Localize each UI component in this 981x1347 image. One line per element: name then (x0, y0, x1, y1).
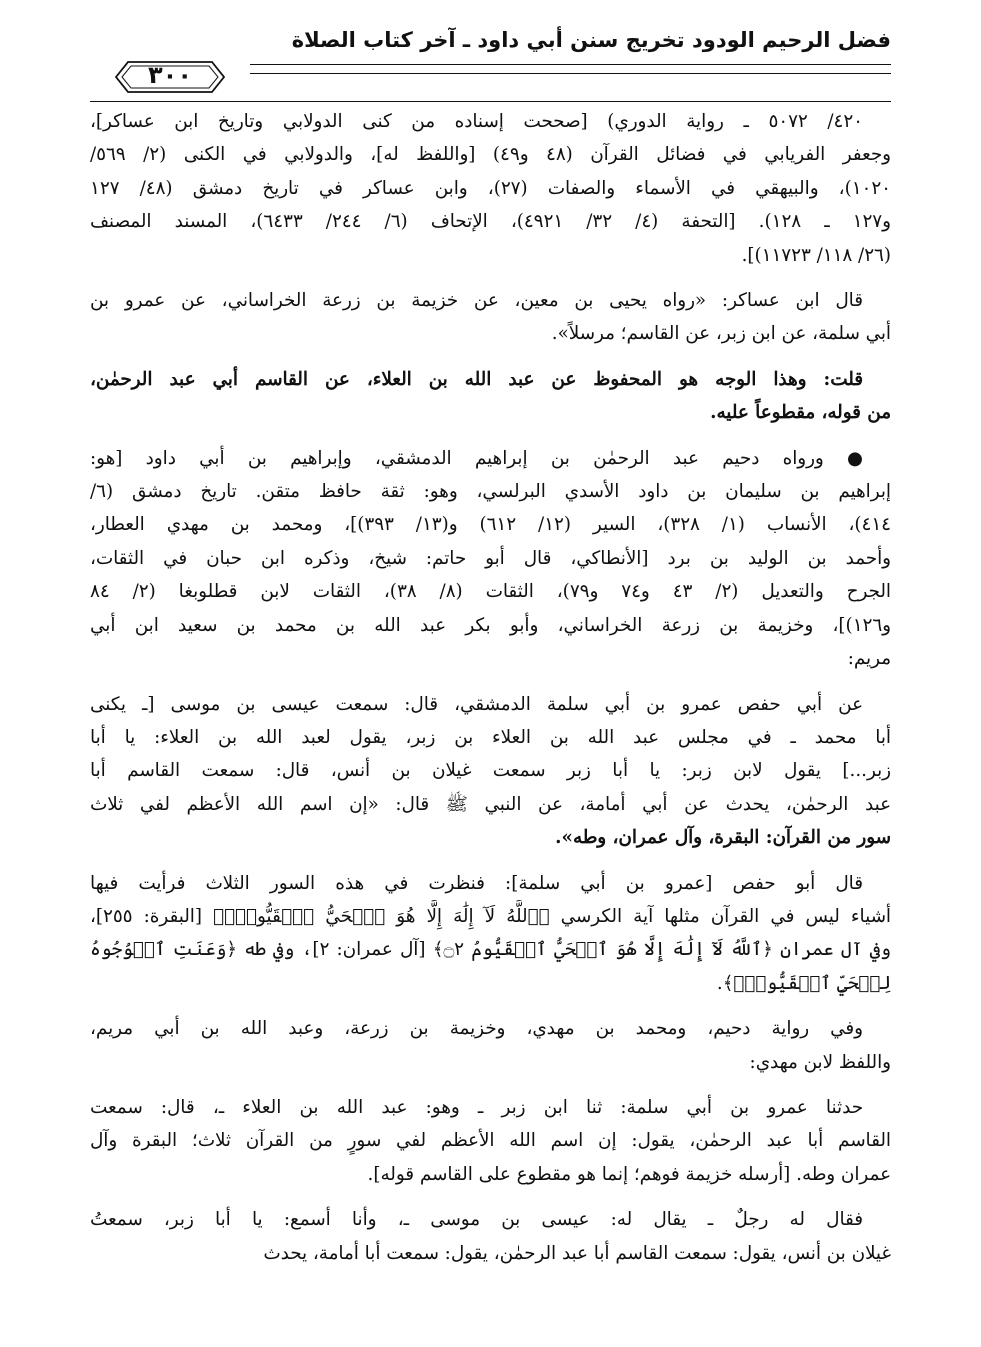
page-number: ٣٠٠ (148, 61, 192, 89)
text-line: حدثنا عمرو بن أبي سلمة: ثنا ابن زبر ـ وهو: عبد الله بن العلاء ـ، قال: سمعت (90, 1096, 863, 1118)
text-line: عبد الرحمٰن، يحدث عن أبي أمامة، عن النبي ﷺ قال: «إن اسم الله الأعظم لفي ثلاث (90, 793, 891, 815)
text-line: الجرح والتعديل (٢/ ٤٣ و٧٤ و٧٩)، الثقات (٨/ ٣٨)، الثقات لابن قطلوبغا (٢/ ٨٤ (90, 581, 891, 603)
text-line: (٢٦/ ١١٨/ ١١٧٢٣)]. (741, 244, 891, 266)
text-line: قلت: وهذا الوجه هو المحفوظ عن عبد الله بن العلاء، عن القاسم أبي عبد الرحمٰن، (90, 368, 863, 390)
text-line: القاسم أبا عبد الرحمٰن، يقول: إن اسم الله الأعظم لفي سورٍ من القرآن ثلاث؛ البقرة وآل (90, 1130, 891, 1152)
text-line: و١٢٧ ـ ١٢٨). [التحفة (٤/ ٣٢/ ٤٩٢١)، الإتحاف (٦/ ٢٤٤/ ٦٤٣٣)، المسند المصنف (90, 211, 891, 233)
text-line: ٤٢٠/ ٥٠٧٢ ـ رواية الدوري) [صححت إسناده من كنى الدولابي وتاريخ ابن عساكر]، (90, 111, 863, 132)
text-line: وفي آل عمران ﴿ٱللَّهُ لَآ إِلَٰهَ إِلَّا هُوَ ٱلۡحَيُّ ٱلۡقَيُّومُ ۝٢﴾ [آل عمران: ٢]، وفي طه ﴿وَعَنَتِ ٱلۡوُجُوهُ (90, 939, 891, 961)
text-line: ٤١٤)، الأنساب (١/ ٣٢٨)، السير (١٢/ ٦١٢) و(١٣/ ٣٩٣)]، ومحمد بن مهدي العطار، (90, 514, 891, 536)
text-line: و١٢٦)]، وخزيمة بن زرعة الخراساني، وأبو بكر عبد الله بن محمد بن سعيد ابن أبي (90, 614, 891, 636)
text-line: عمران وطه. [أرسله خزيمة فوهم؛ إنما هو مقطوع على القاسم قوله]. (367, 1163, 891, 1185)
text-line: فقال له رجلٌ ـ يقال له: عيسى بن موسى ـ، وأنا أسمع: يا أبا زبر، سمعتُ (90, 1209, 863, 1231)
text-line: زبر...] يقول لابن زبر: يا أبا زبر سمعت غيلان بن أنس، قال: سمعت القاسم أبا (90, 760, 891, 782)
text-line: وجعفر الفريابي في فضائل القرآن (٤٨ و٤٩) [واللفظ له]، والدولابي في الكنى (٢/ ٥٦٩/ (90, 144, 891, 166)
text-line: قال ابن عساكر: «رواه يحيى بن معين، عن خزيمة بن زرعة الخراساني، عن عمرو بن (90, 290, 863, 312)
text-line: من قوله، مقطوعاً عليه. (710, 402, 891, 424)
text-line: وفي رواية دحيم، ومحمد بن مهدي، وخزيمة بن زرعة، وعبد الله بن أبي مريم، (90, 1018, 863, 1040)
page-body (90, 105, 891, 1282)
text-line: إبراهيم بن سليمان بن داود الأسدي البرلسي، وهو: ثقة حافظ متقن. تاريخ دمشق (٦/ (90, 481, 891, 503)
text-line: وأحمد بن الوليد بن برد [الأنطاكي، قال أبو حاتم: شيخ، وذكره ابن حبان في الثقات، (90, 547, 891, 569)
paragraph-p4 (90, 442, 891, 676)
text-line: ● ورواه دحيم عبد الرحمٰن بن إبراهيم الدمشقي، وإبراهيم بن أبي داود [هو: (90, 447, 863, 469)
paragraph-p7 (90, 1012, 891, 1079)
text-line: مريم: (847, 648, 891, 670)
paragraph-p9 (90, 1203, 891, 1270)
text-line: سور من القرآن: البقرة، وآل عمران، وطه». (555, 827, 891, 849)
page-number-ornament (90, 56, 250, 98)
paragraph-p5 (90, 688, 891, 855)
paragraph-p3 (90, 363, 891, 430)
text-line: أشياء ليس في القرآن مثلها آية الكرسي ﴿ٱللَّهُ لَآ إِلَٰهَ إِلَّا هُوَ ٱلۡحَيُّ ٱلۡقَيُّومُۚ﴾ [البقرة: ٢٥٥]، (90, 905, 891, 927)
text-line: واللفظ لابن مهدي: (749, 1051, 891, 1073)
paragraph-p1 (90, 105, 891, 272)
text-line: عن أبي حفص عمرو بن أبي سلمة الدمشقي، قال: سمعت عيسى بن موسى [ـ يكنى (90, 693, 863, 715)
text-line: أبا محمد ـ في مجلس عبد الله بن العلاء بن زبر، يقول لعبد الله بن العلاء: يا أبا (90, 726, 891, 748)
page-header (90, 28, 891, 98)
text-line: أبي سلمة، عن ابن زبر، عن القاسم؛ مرسلاً». (551, 323, 891, 345)
text-line: ١٠٢٠)، والبيهقي في الأسماء والصفات (٢٧)، وابن عساكر في تاريخ دمشق (٤٨/ ١٢٧ (90, 177, 891, 199)
text-line: غيلان بن أنس، يقول: سمعت القاسم أبا عبد الرحمٰن، يقول: سمعت أبا أمامة، يحدث (263, 1242, 891, 1264)
text-line: قال أبو حفص [عمرو بن أبي سلمة]: فنظرت في هذه السور الثلاث فرأيت فيها (90, 872, 863, 894)
text-line: لِلۡحَيِّ ٱلۡقَيُّومِۖ﴾. (716, 972, 891, 994)
running-title: فضل الرحيم الودود تخريج سنن أبي داود ـ آخر كتاب الصلاة (291, 28, 891, 52)
paragraph-p6 (90, 867, 891, 1001)
paragraph-p8 (90, 1091, 891, 1191)
header-rule-bottom (90, 101, 891, 102)
paragraph-p2 (90, 284, 891, 351)
